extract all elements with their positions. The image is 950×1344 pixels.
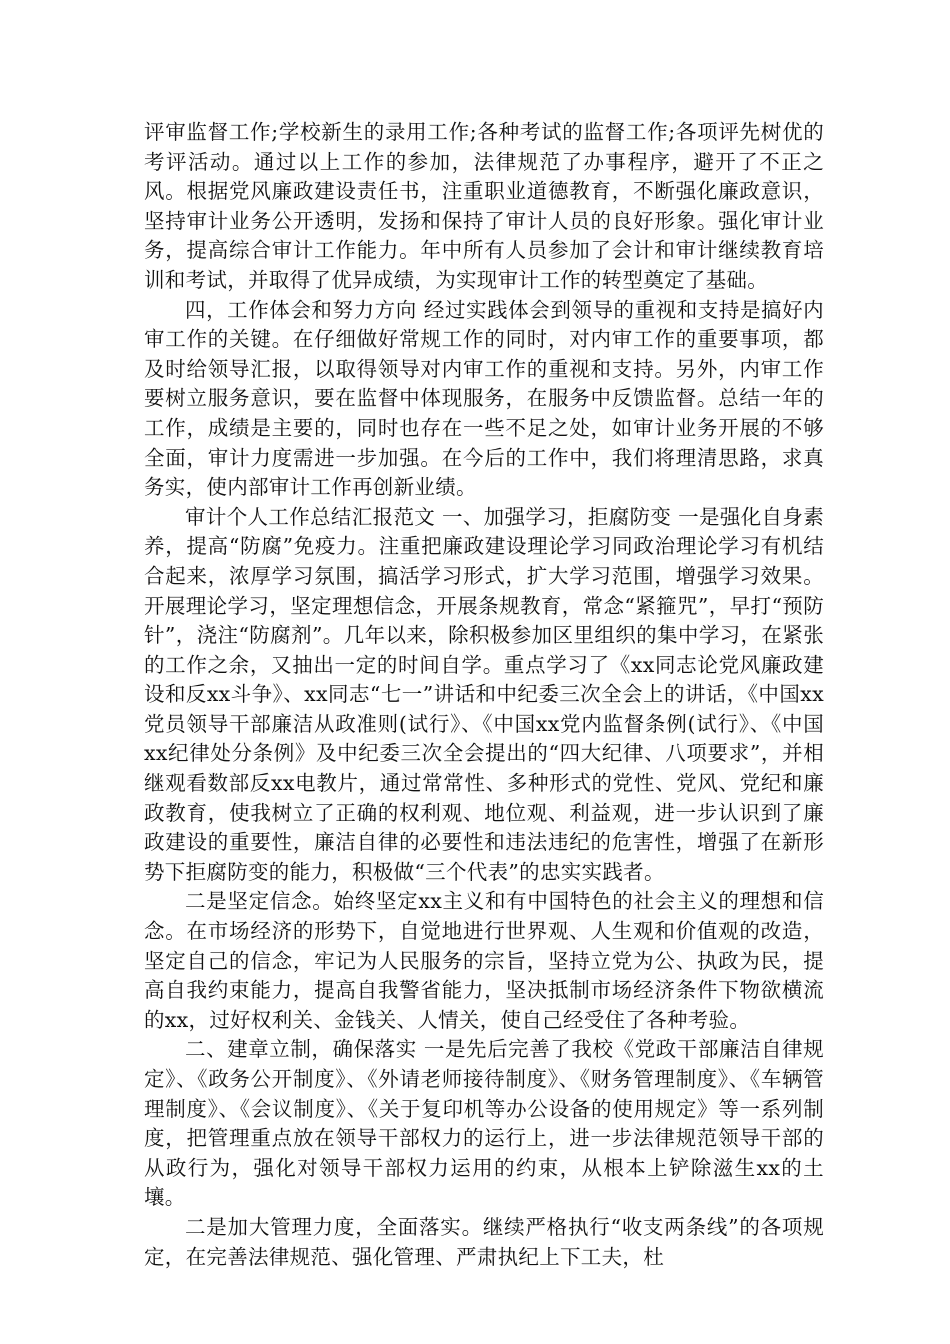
paragraph-study-anticorruption: 审计个人工作总结汇报范文 一、加强学习，拒腐防变 一是强化自身素养，提高“防腐”免疫力。注重把廉政建设理论学习同政治理论学习有机结合起来，浓厚学习氛围，搞活学习形式，扩大学习范围，增强学习效果。开展理论学习，坚定理想信念，开展条规教育，常念“紧箍咒”，早打“预防针”，浇注“防腐剂”。几年以来，除积极参加区里组织的集中学习，在紧张的工作之余，又抽出一定的时间自学。重点学习了《xx同志论党风廉政建设和反xx斗争》、xx同志“七一”讲话和中纪委三次全会上的讲话，《中国xx党员领导干部廉洁从政准则(试行》、《中国xx党内监督条例(试行》、《中国xx纪律处分条例》及中纪委三次全会提出的“四大纪律、八项要求”，并相继观看数部反xx电教片，通过常常性、多种形式的党性、党风、党纪和廉政教育，使我树立了正确的权利观、地位观、利益观，进一步认识到了廉政建设的重要性，廉洁自律的必要性和违法违纪的危害性，增强了在新形势下拒腐防变的能力，积极做“三个代表”的忠实实践者。 bbox=[144, 504, 824, 884]
paragraph-firm-belief: 二是坚定信念。始终坚定xx主义和有中国特色的社会主义的理想和信念。在市场经济的形势下，自觉地进行世界观、人生观和价值观的改造，坚定自己的信念，牢记为人民服务的宗旨，坚持立党为公、执政为民，提高自我约束能力，提高自我警省能力，坚决抵制市场经济条件下物欲横流的xx，过好权利关、金钱关、人情关，使自己经受住了各种考验。 bbox=[144, 889, 824, 1032]
paragraph-continuation: 评审监督工作;学校新生的录用工作;各种考试的监督工作;各项评先树优的考评活动。通过以上工作的参加，法律规范了办事程序，避开了不正之风。根据党风廉政建设责任书，注重职业道德教育，不断强化廉政意识，坚持审计业务公开透明，发扬和保持了审计人员的良好形象。强化审计业务，提高综合审计工作能力。年中所有人员参加了会计和审计继续教育培训和考试，并取得了优异成绩，为实现审计工作的转型奠定了基础。 bbox=[144, 120, 824, 292]
document-page bbox=[144, 118, 824, 1272]
paragraph-work-experience: 四，工作体会和努力方向 经过实践体会到领导的重视和支持是搞好内审工作的关键。在仔细做好常规工作的同时，对内审工作的重要事项，都及时给领导汇报，以取得领导对内审工作的重视和支持。另外，内审工作要树立服务意识，要在监督中体现服务，在服务中反馈监督。总结一年的工作，成绩是主要的，同时也存在一些不足之处，如审计业务开展的不够全面，审计力度需进一步加强。在今后的工作中，我们将理清思路，求真务实，使内部审计工作再创新业绩。 bbox=[144, 297, 824, 500]
paragraph-management: 二是加大管理力度，全面落实。继续严格执行“收支两条线”的各项规定，在完善法律规范、强化管理、严肃执纪上下工夫，杜 bbox=[144, 1214, 824, 1269]
paragraph-rules-system: 二、建章立制，确保落实 一是先后完善了我校《党政干部廉洁自律规定》、《政务公开制度》、《外请老师接待制度》、《财务管理制度》、《车辆管理制度》、《会议制度》、《关于复印机等办公设备的使用规定》等一系列制度，把管理重点放在领导干部权力的运行上，进一步法律规范领导干部的从政行为，强化对领导干部权力运用的约束，从根本上铲除滋生xx的土壤。 bbox=[144, 1037, 824, 1210]
